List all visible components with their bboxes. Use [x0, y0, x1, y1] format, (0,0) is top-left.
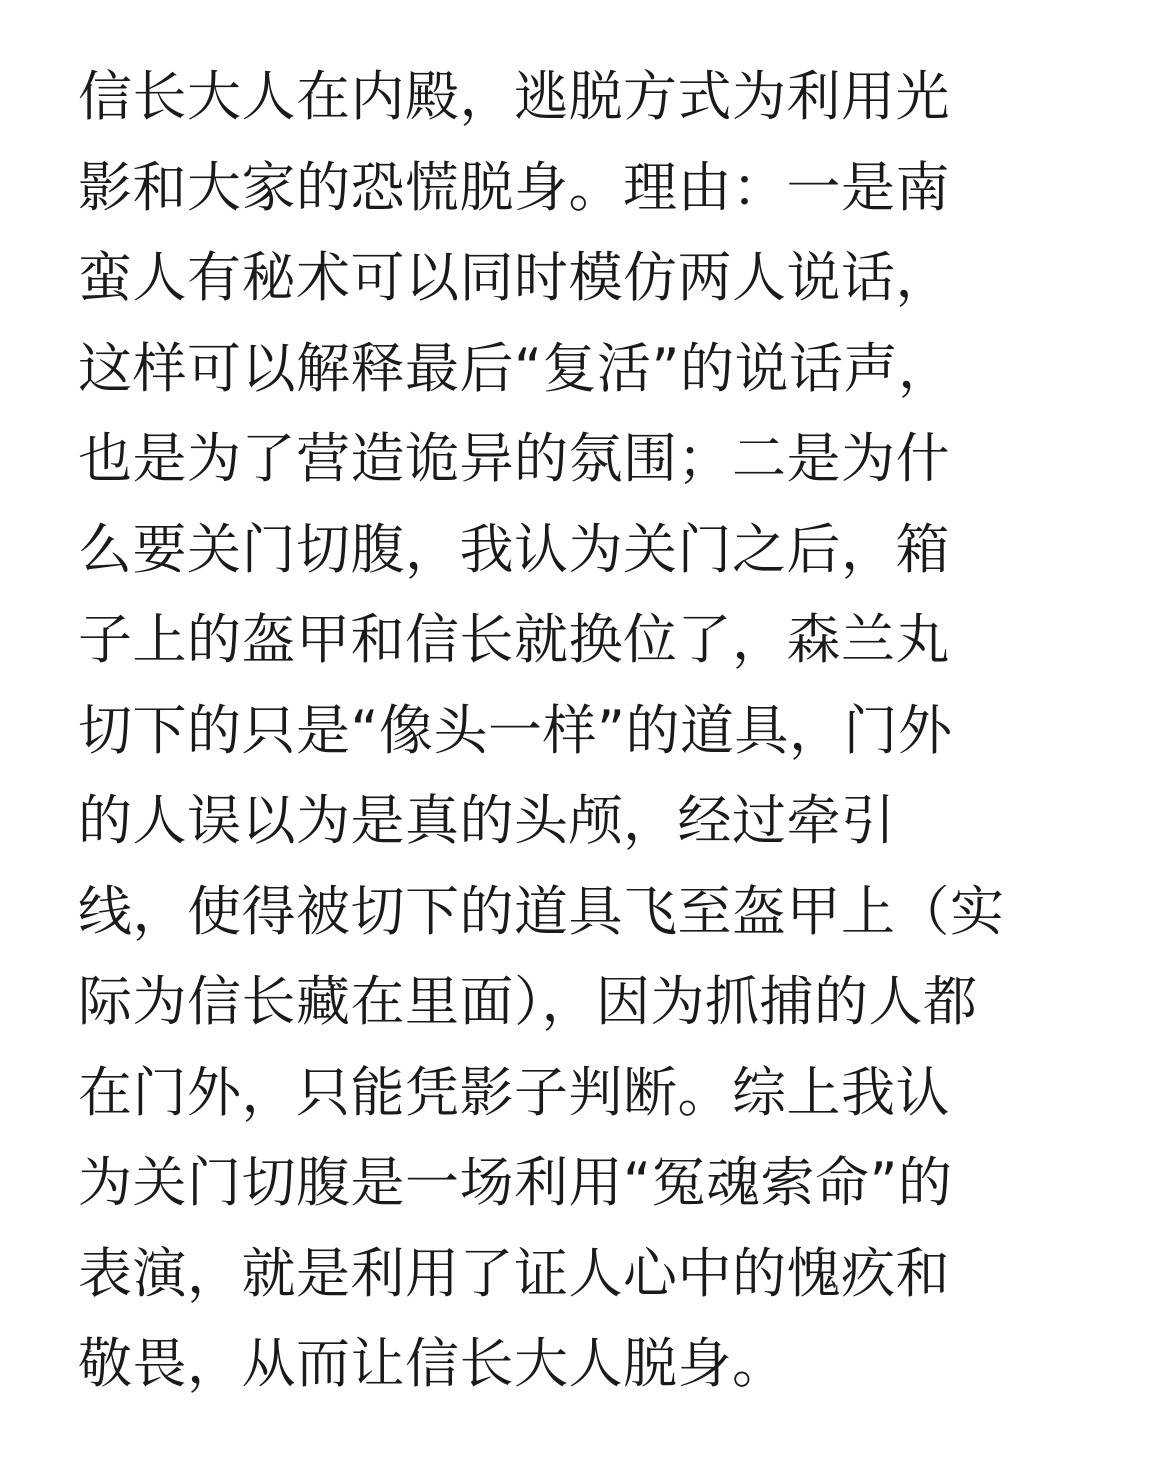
text-line: 线，使得被切下的道具飞至盔甲上（实: [78, 879, 1005, 943]
text-line: 蛮人有秘术可以同时模仿两人说话，: [78, 246, 950, 309]
text-line: 在门外，只能凭影子判断。综上我认: [78, 1060, 950, 1124]
text-line: 也是为了营造诡异的氛围；二是为什: [78, 427, 950, 490]
text-line: 这样可以解释最后“复活”的说话声，: [78, 336, 953, 400]
text-line: 信长大人在内殿，逃脱方式为利用光: [78, 65, 950, 128]
text-line: 的人误以为是真的头颅，经过牵引: [78, 789, 896, 852]
text-line: 切下的只是“像头一样”的道具，门外: [78, 698, 953, 762]
text-line: 敬畏，从而让信长大人脱身。: [78, 1332, 787, 1395]
text-line: 为关门切腹是一场利用“冤魂索命”的: [78, 1151, 953, 1214]
article-text: [78, 52, 1098, 1410]
text-line: 际为信长藏在里面），因为抓捕的人都: [78, 970, 978, 1033]
text-line: 子上的盔甲和信长就换位了，森兰丸: [78, 608, 950, 671]
text-line: 影和大家的恐慌脱身。理由：一是南: [78, 155, 950, 219]
text-line: 么要关门切腹，我认为关门之后，箱: [78, 517, 950, 581]
text-line: 表演，就是利用了证人心中的愧疚和: [78, 1241, 950, 1305]
